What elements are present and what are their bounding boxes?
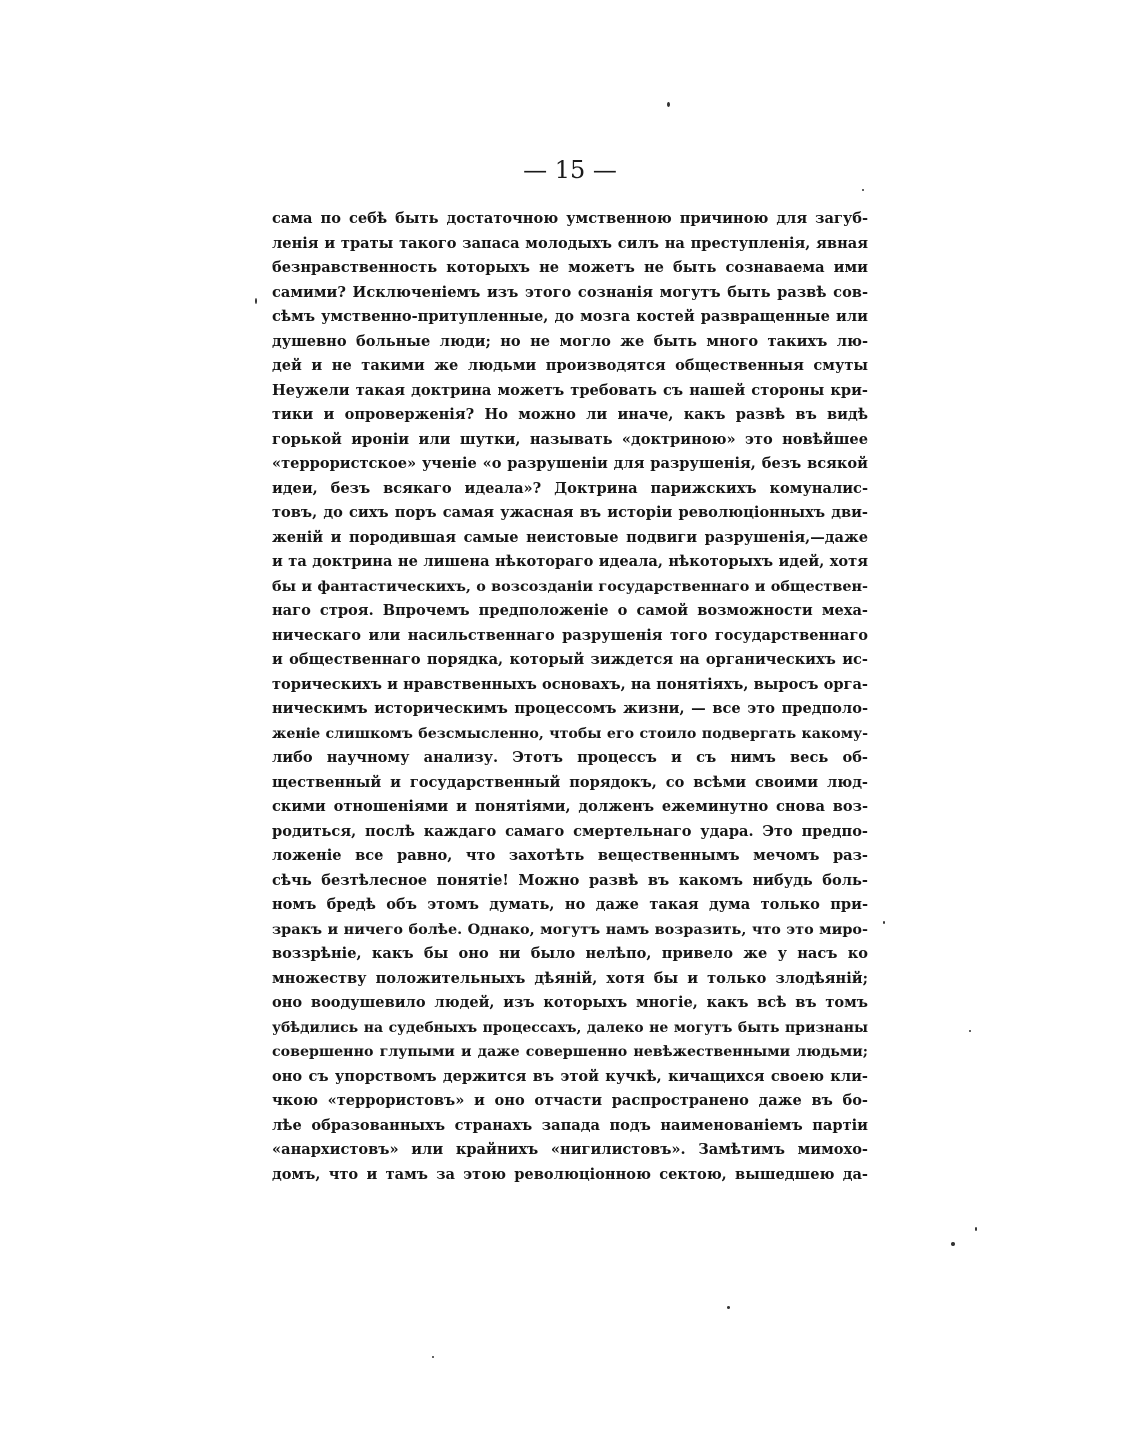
- text-line: женій и породившая самые неистовые подвиги разрушенія,—даже: [272, 528, 868, 546]
- text-line: ническимъ историческимъ процессомъ жизни, — все это предполо-: [272, 700, 868, 717]
- body-text: [272, 207, 868, 1187]
- scan-speck: [975, 1227, 977, 1231]
- text-line: сѣчь безтѣлесное понятіе! Можно развѣ въ какомъ нибудь боль-: [272, 871, 868, 889]
- text-line: наго строя. Впрочемъ предположеніе о самой возможности меха-: [272, 602, 868, 619]
- text-line: товъ, до сихъ поръ самая ужасная въ исторіи революціонныхъ дви-: [272, 504, 868, 521]
- text-line: оно воодушевило людей, изъ которыхъ многіе, какъ всѣ въ томъ: [272, 994, 868, 1011]
- scan-speck: [667, 102, 670, 107]
- text-line: либо научному анализу. Этотъ процессъ и съ нимъ весь об-: [272, 749, 868, 766]
- text-line: щественный и государственный порядокъ, со всѣми своими люд-: [272, 773, 868, 791]
- text-line: убѣдились на судебныхъ процессахъ, далеко не могутъ быть признаны: [272, 1019, 868, 1036]
- text-line: зракъ и ничего болѣе. Однако, могутъ намъ возразить, что это миро-: [272, 920, 868, 938]
- text-line: самими? Исключеніемъ изъ этого сознанія могутъ быть развѣ сов-: [272, 283, 868, 301]
- text-line: оно съ упорствомъ держится въ этой кучкѣ, кичащихся своею кли-: [272, 1067, 868, 1085]
- text-line: скими отношеніями и понятіями, долженъ ежеминутно снова воз-: [272, 798, 868, 815]
- text-line: «террористское» ученіе «о разрушеніи для разрушенія, безъ всякой: [272, 455, 868, 472]
- text-line: женіе слишкомъ безсмысленно, чтобы его стоило подвергать какому-: [272, 725, 868, 742]
- text-line: и та доктрина не лишена нѣкотораго идеала, нѣкоторыхъ идей, хотя: [272, 553, 868, 570]
- text-line: душевно больные люди; но не могло же быть много такихъ лю-: [272, 332, 868, 350]
- text-line: горькой ироніи или шутки, называть «доктриною» это новѣйшее: [272, 430, 868, 448]
- text-line: чкою «террористовъ» и оно отчасти распространено даже въ бо-: [272, 1092, 868, 1109]
- text-line: лѣе образованныхъ странахъ запада подъ наименованіемъ партіи: [272, 1116, 868, 1134]
- scan-speck: [255, 298, 257, 304]
- text-line: номъ бредѣ объ этомъ думать, но даже такая дума только при-: [272, 896, 868, 913]
- page-number: — 15 —: [523, 156, 617, 184]
- scan-speck: [969, 1030, 971, 1032]
- text-line: ленія и траты такого запаса молодыхъ силъ на преступленія, явная: [272, 234, 868, 252]
- text-line: ложеніе все равно, что захотѣть вещественнымъ мечомъ раз-: [272, 847, 868, 864]
- text-line: безнравственность которыхъ не можетъ не быть сознаваема ими: [272, 259, 868, 276]
- text-line: дей и не такими же людьми производятся общественныя смуты: [272, 357, 868, 374]
- text-line: совершенно глупыми и даже совершенно невѣжественными людьми;: [272, 1044, 868, 1060]
- text-line: и общественнаго порядка, который зиждется на органическихъ ис-: [272, 651, 868, 668]
- text-line: сѣмъ умственно-притупленные, до мозга костей развращенные или: [272, 308, 868, 325]
- text-line: сама по себѣ быть достаточною умственною причиною для загуб-: [272, 210, 868, 227]
- text-line: Неужели такая доктрина можетъ требовать съ нашей стороны кри-: [272, 381, 868, 399]
- text-line: множеству положительныхъ дѣяній, хотя бы и только злодѣяній;: [272, 969, 868, 987]
- text-line: родиться, послѣ каждаго самаго смертельнаго удара. Это предпо-: [272, 822, 868, 840]
- text-line: тики и опроверженія? Но можно ли иначе, какъ развѣ въ видѣ: [272, 406, 868, 423]
- text-line: идеи, безъ всякаго идеала»? Доктрина парижскихъ комуналис-: [272, 479, 868, 497]
- scan-speck: [432, 1356, 434, 1358]
- text-line: «анархистовъ» или крайнихъ «нигилистовъ». Замѣтимъ мимохо-: [272, 1141, 868, 1158]
- text-line: торическихъ и нравственныхъ основахъ, на понятіяхъ, выросъ орга-: [272, 675, 868, 693]
- scan-speck: [862, 189, 864, 191]
- text-line: домъ, что и тамъ за этою революціонною сектою, вышедшею да-: [272, 1165, 868, 1183]
- text-line: бы и фантастическихъ, о возсозданіи государственнаго и обществен-: [272, 577, 868, 595]
- scan-speck: [883, 921, 885, 924]
- text-line: воззрѣніе, какъ бы оно ни было нелѣпо, привело же у насъ ко: [272, 945, 868, 962]
- scan-speck: [727, 1306, 730, 1309]
- text-line: ническаго или насильственнаго разрушенія того государственнаго: [272, 626, 868, 644]
- scan-speck: [951, 1242, 955, 1246]
